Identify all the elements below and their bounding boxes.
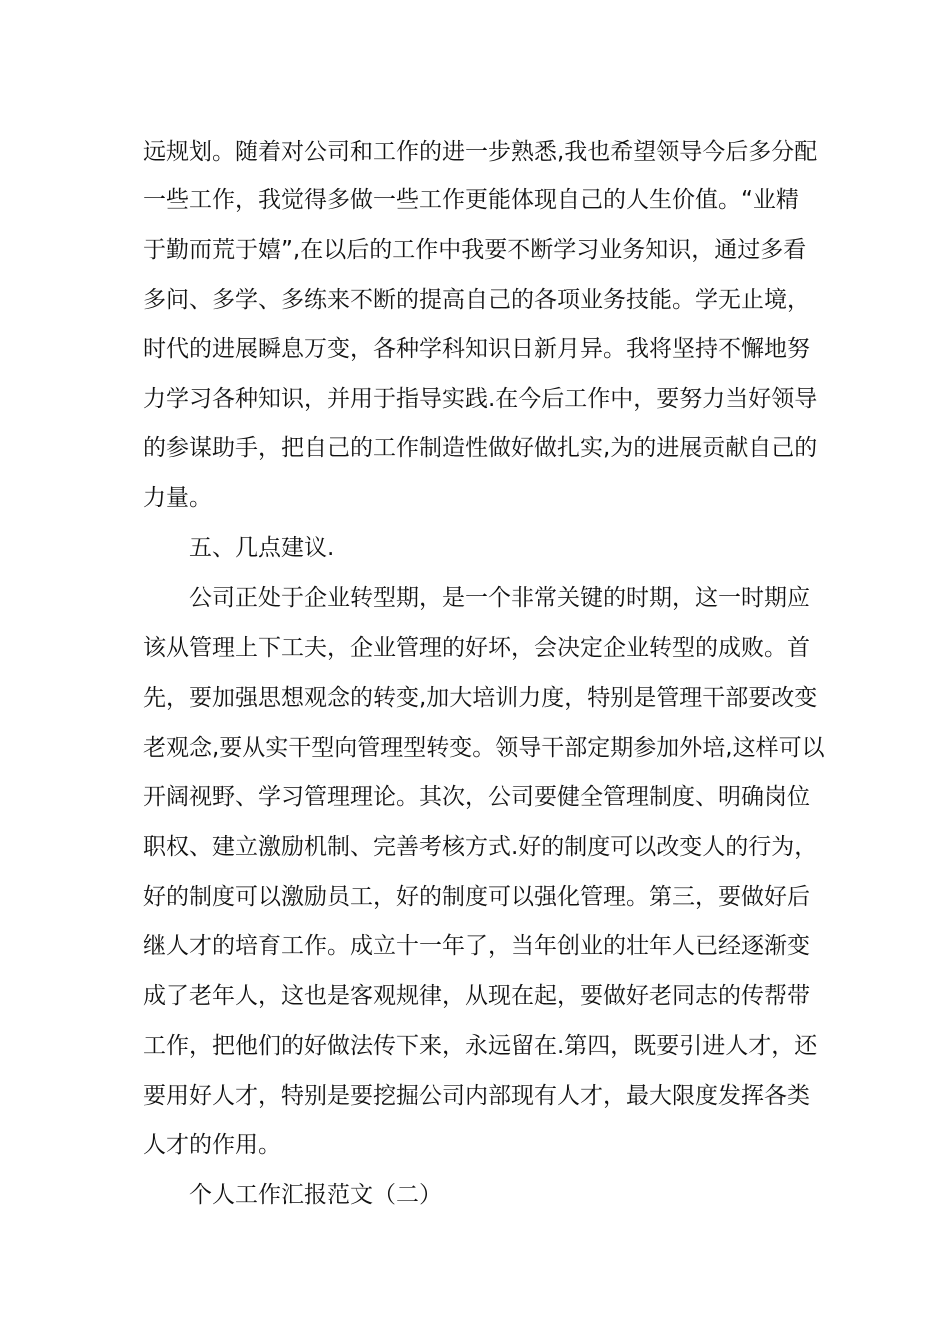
paragraph-line: 职权、建立激励机制、完善考核方式.好的制度可以改变人的行为， [143, 834, 818, 860]
paragraph-line: 公司正处于企业转型期，是一个非常关键的时期，这一时期应 [189, 585, 810, 611]
paragraph-line: 继人才的培育工作。成立十一年了，当年创业的壮年人已经逐渐变 [143, 933, 810, 959]
paragraph-line: 成了老年人，这也是客观规律，从现在起，要做好老同志的传帮带 [143, 983, 810, 1009]
paragraph-line: 先，要加强思想观念的转变,加大培训力度，特别是管理干部要改变 [143, 685, 818, 711]
paragraph-line: 多问、多学、多练来不断的提高自己的各项业务技能。学无止境， [143, 287, 810, 313]
paragraph-line: 一些工作，我觉得多做一些工作更能体现自己的人生价值。“业精 [143, 187, 799, 213]
paragraph-line: 时代的进展瞬息万变，各种学科知识日新月异。我将坚持不懈地努 [143, 336, 810, 362]
paragraph-line: 好的制度可以激励员工，好的制度可以强化管理。第三，要做好后 [143, 884, 810, 910]
paragraph-line: 力量。 [143, 485, 212, 511]
paragraph-line: 远规划。随着对公司和工作的进一步熟悉,我也希望领导今后多分配 [143, 139, 818, 165]
paragraph-line: 开阔视野、学习管理理论。其次，公司要健全管理制度、明确岗位 [143, 784, 810, 810]
paragraph-line: 的参谋助手，把自己的工作制造性做好做扎实,为的进展贡献自己的 [143, 435, 818, 461]
paragraph-line: 该从管理上下工夫，企业管理的好坏，会决定企业转型的成败。首 [143, 635, 810, 661]
document-title: 个人工作汇报范文（二） [189, 1182, 442, 1208]
paragraph-line: 老观念,要从实干型向管理型转变。领导干部定期参加外培,这样可以 [143, 735, 825, 761]
paragraph-line: 力学习各种知识，并用于指导实践.在今后工作中，要努力当好领导 [143, 386, 818, 412]
section-heading: 五、几点建议. [189, 535, 335, 561]
paragraph-line: 于勤而荒于嬉”,在以后的工作中我要不断学习业务知识，通过多看 [143, 237, 807, 263]
paragraph-line: 要用好人才，特别是要挖掘公司内部现有人才，最大限度发挥各类 [143, 1083, 810, 1109]
paragraph-line: 工作，把他们的好做法传下来，永远留在.第四，既要引进人才，还 [143, 1033, 818, 1059]
paragraph-line: 人才的作用。 [143, 1132, 281, 1158]
